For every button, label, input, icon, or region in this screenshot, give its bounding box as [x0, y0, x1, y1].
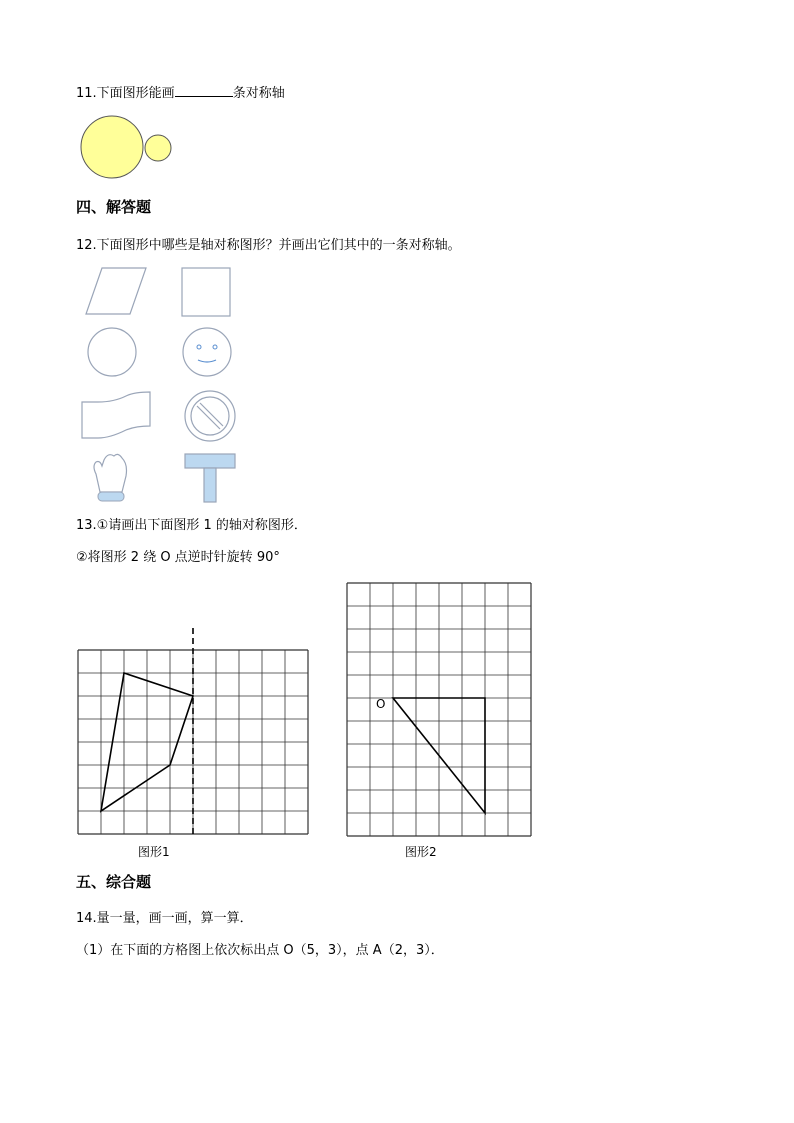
t-shape [183, 452, 239, 506]
square-shape [180, 266, 234, 318]
curved-pipe-shape [80, 390, 154, 442]
figure-1-caption: 图形1 [138, 845, 170, 859]
parallelogram-shape [84, 266, 154, 318]
question-13-line1: 13.①请画出下面图形 1 的轴对称图形． [76, 518, 307, 533]
section-4-title: 四、解答题 [76, 198, 152, 216]
large-circle [81, 116, 143, 178]
question-14-text: 14.量一量，画一画，算一算． [76, 911, 253, 926]
figure-1-grid [78, 628, 310, 840]
question-11-suffix: 条对称轴 [232, 86, 285, 101]
circle-shape [86, 326, 140, 380]
two-circles-figure [78, 115, 178, 185]
question-11 [76, 83, 285, 103]
no-entry-sign-shape [183, 389, 239, 445]
question-12-text: 12.下面图形中哪些是轴对称图形？并画出它们其中的一条对称轴。 [76, 238, 461, 253]
mouth-icon [198, 360, 216, 362]
grid-lines [347, 583, 531, 836]
section-5-title: 五、综合题 [76, 873, 152, 891]
mitten-cuff [98, 492, 124, 501]
question-11-prefix: 11.下面图形能画 [76, 86, 175, 101]
smiley-face-shape [181, 326, 235, 380]
figure-2-caption: 图形2 [405, 845, 437, 859]
answer-blank[interactable] [175, 83, 233, 97]
point-o-label: O [376, 697, 386, 711]
figure-2-grid [347, 583, 533, 843]
small-circle [145, 135, 171, 161]
question-13-line2: ②将图形 2 绕 O 点逆时针旋转 90° [76, 550, 280, 565]
mitten-shape [88, 452, 134, 506]
question-14-part1: （1）在下面的方格图上依次标出点 O（5，3），点 A（2，3）． [76, 943, 444, 958]
right-eye-icon [213, 345, 217, 349]
left-eye-icon [197, 345, 201, 349]
